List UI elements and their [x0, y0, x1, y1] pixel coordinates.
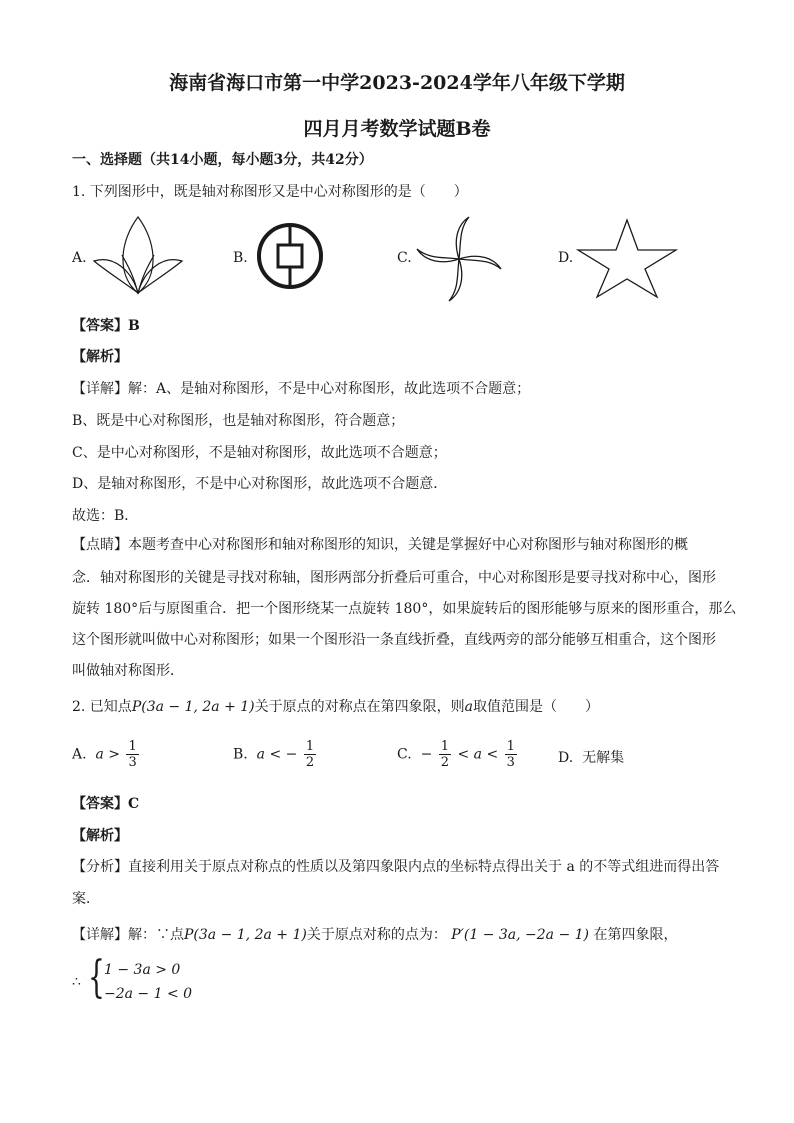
- therefore-symbol: ∴: [72, 974, 81, 990]
- q2-option-a-expr: a >: [95, 746, 120, 763]
- q2-option-b-fraction: $\frac{1}{2}$: [305, 739, 315, 770]
- q2-option-b-label: B.: [233, 746, 248, 763]
- q1-detail-line: B、既是中心对称图形，也是轴对称图形，符合题意；: [72, 413, 405, 429]
- q2-option-c-expr: < a <: [457, 746, 499, 763]
- q2-analysis-line: 案．: [72, 891, 100, 907]
- q2-option-c-fraction-1: $\frac{1}{2}$: [440, 739, 450, 770]
- section-heading: 一、选择题（共14小题，每小题3分，共42分）: [72, 152, 373, 168]
- q1-option-a-label: A.: [72, 250, 87, 266]
- q1-option-c-label: C.: [397, 250, 412, 266]
- q2-analysis-line: 【分析】直接利用关于原点对称点的性质以及第四象限内点的坐标特点得出关于 a 的不等式组进而得出答: [72, 859, 720, 875]
- coin-figure: [256, 222, 324, 290]
- q1-answer: 【答案】B: [72, 318, 140, 334]
- q1-option-b-label: B.: [233, 250, 248, 266]
- inequality-1: 1 − 3a > 0: [104, 962, 181, 978]
- q2-detail-prefix: 【详解】解：∵点: [72, 927, 184, 943]
- q1-detail-line: 【详解】解：A、是轴对称图形，不是中心对称图形，故此选项不合题意；: [72, 381, 531, 397]
- q2-option-a: [72, 739, 141, 770]
- q2-option-c-label: C.: [397, 746, 412, 763]
- q2-detail-line: [72, 925, 677, 945]
- q1-detail-line: D、是轴对称图形，不是中心对称图形，故此选项不合题意．: [72, 476, 448, 492]
- q1-note-line: 旋转 180°后与原图重合．把一个图形绕某一点旋转 180°，如果旋转后的图形能够与原来的图形重合，那么: [72, 601, 737, 617]
- q2-stem-prefix: 2. 已知点: [72, 699, 132, 715]
- left-brace: {: [88, 952, 105, 1003]
- q1-note-line: 这个图形就叫做中心对称图形；如果一个图形沿一条直线折叠，直线两旁的部分能够互相重合，这个图形: [72, 632, 716, 648]
- page-title: 海南省海口市第一中学2023-2024学年八年级下学期: [169, 72, 625, 94]
- q2-answer: 【答案】C: [72, 796, 140, 812]
- q1-option-d-label: D.: [558, 250, 574, 266]
- q2-stem-middle: 关于原点的对称点在第四象限，则: [254, 699, 465, 715]
- q1-note-line: 叫做轴对称图形．: [72, 663, 184, 679]
- pinwheel-figure: [418, 214, 500, 304]
- q2-option-c-fraction-2: $\frac{1}{3}$: [506, 739, 515, 770]
- q2-option-d-label: D.: [558, 750, 574, 766]
- lotus-figure: [92, 215, 184, 295]
- q2-option-c: [397, 739, 519, 770]
- q2-option-b: [233, 739, 318, 770]
- question-1-stem: 1. 下列图形中，既是轴对称图形又是中心对称图形的是（ ）: [72, 184, 468, 200]
- q1-detail-line: C、是中心对称图形，不是轴对称图形，故此选项不合题意；: [72, 445, 447, 461]
- q2-option-b-expr: a < −: [256, 746, 298, 763]
- q2-detail-symmetric-point: P′(1 − 3a, −2a − 1): [451, 927, 590, 943]
- q2-detail-middle: 关于原点对称的点为：: [306, 927, 447, 943]
- q2-option-a-label: A.: [72, 746, 87, 763]
- q2-detail-suffix: 在第四象限，: [593, 927, 678, 943]
- q2-point: P(3a − 1, 2a + 1): [131, 699, 255, 715]
- q2-option-d-text: 无解集: [582, 750, 625, 766]
- q1-note-line: 【点睛】本题考查中心对称图形和轴对称图形的知识，关键是掌握好中心对称图形与轴对称图形的概: [72, 537, 688, 553]
- q1-note-line: 念．轴对称图形的关键是寻找对称轴，图形两部分折叠后可重合，中心对称图形是要寻找对称中心，图形: [72, 570, 716, 586]
- q2-detail-point: P(3a − 1, 2a + 1): [184, 927, 307, 943]
- question-2-stem: [72, 697, 599, 717]
- q2-stem-suffix: 取值范围是（ ）: [473, 699, 599, 715]
- q2-analysis-heading: 【解析】: [72, 828, 128, 844]
- q1-analysis-heading: 【解析】: [72, 349, 128, 365]
- q1-detail-line: 故选：B．: [72, 508, 139, 524]
- q2-option-a-fraction: $\frac{1}{3}$: [128, 739, 137, 770]
- inequality-2: −2a − 1 < 0: [104, 986, 193, 1002]
- q2-option-d: [558, 748, 624, 768]
- star-figure: [576, 218, 678, 298]
- q2-variable: a: [464, 699, 473, 715]
- page-subtitle: 四月月考数学试题B卷: [303, 118, 491, 140]
- q2-option-c-minus: −: [420, 746, 433, 763]
